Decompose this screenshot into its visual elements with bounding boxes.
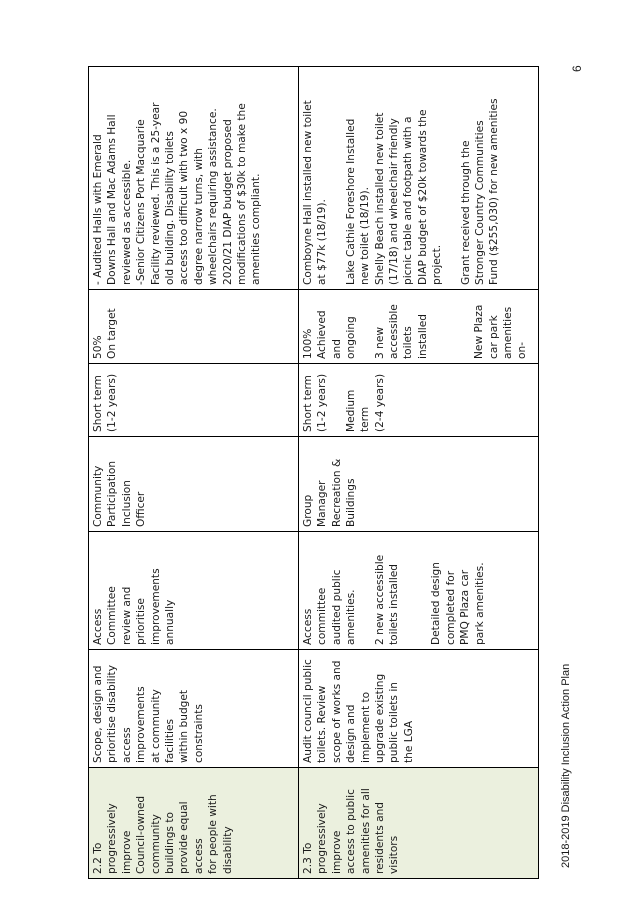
text-line: installed	[416, 314, 429, 359]
text-line: residents and	[374, 801, 387, 874]
text-line: toilets	[402, 326, 415, 359]
text-line: completed for	[444, 570, 457, 645]
text-line: new toilet (18/19).	[359, 187, 372, 285]
text-line: (1-2 years)	[316, 373, 329, 432]
document-footer-title: 2018-2019 Disability Inclusion Action Plan	[560, 663, 572, 868]
text-line: 2.3 To	[302, 842, 314, 874]
text-line: access	[120, 727, 133, 763]
text-line: prioritise	[135, 598, 148, 645]
text-line: Recreation &	[330, 458, 343, 527]
action-plan-table	[88, 66, 539, 879]
table-row	[299, 67, 539, 879]
text-line: access	[192, 838, 205, 874]
text-line: audited public	[330, 569, 343, 645]
text-line: park amenities.	[473, 562, 486, 645]
text-line: wheelchairs requiring assistance.	[207, 108, 220, 285]
text-line: progressively	[316, 803, 329, 874]
text-line: Participation	[106, 460, 119, 527]
text-line: access too difficult with two x 90	[178, 110, 191, 285]
text-line: Shelly Beach installed new toilet	[373, 112, 386, 285]
measure-part	[301, 536, 359, 645]
text-line: Scope, design and	[92, 665, 104, 763]
text-line: (17/18) and wheelchair friendly	[388, 118, 401, 285]
text-line: constraints	[192, 704, 205, 763]
text-line: toilets installed	[388, 563, 401, 645]
text-line: at $77k (18/19).	[316, 199, 329, 285]
text-line: improvements	[149, 568, 162, 645]
text-line: 50%	[92, 335, 104, 359]
text-line: Committee	[106, 586, 119, 645]
text-line: implement to	[359, 691, 372, 763]
text-line: 100%	[302, 328, 314, 359]
text-line: Inclusion	[120, 480, 133, 527]
measure-part	[373, 536, 402, 645]
text-line: Access	[302, 608, 314, 645]
text-line: progressively	[106, 803, 119, 874]
timeframe-part	[301, 368, 330, 432]
text-line: Manager	[316, 480, 329, 527]
measure-part	[429, 536, 487, 645]
comments-cell	[299, 67, 539, 290]
text-line: for people with	[207, 794, 220, 874]
text-line: Audit council public	[302, 659, 314, 763]
text-line: prioritise disability	[106, 665, 119, 763]
text-line: degree narrow turns, with	[192, 148, 205, 285]
text-line: Buildings	[345, 478, 358, 527]
text-line: improve	[120, 830, 133, 874]
text-line: amenities on-	[502, 306, 529, 359]
text-line: Fund ($255,030) for new amenities	[488, 98, 501, 285]
text-line: On target	[106, 308, 119, 359]
goal-cell	[299, 768, 539, 879]
text-line: accessible	[388, 304, 401, 359]
measure-cell	[299, 532, 539, 650]
text-line: access to public	[345, 789, 358, 874]
text-line: term	[359, 406, 372, 432]
text-line: Medium	[344, 389, 357, 432]
text-line: toilets. Review	[316, 685, 329, 763]
text-line: car park	[487, 315, 500, 359]
text-line: Council-owned	[135, 795, 148, 874]
text-line: old building. Disability toilets	[164, 131, 177, 285]
text-line: 2 new accessible	[373, 554, 386, 645]
text-line: visitors	[388, 835, 401, 874]
text-line: DIAP budget of $20k towards the	[416, 109, 429, 285]
text-line: amenities.	[345, 589, 358, 645]
responsibility-cell	[299, 437, 539, 532]
text-line: modifications of $30k to make the	[236, 103, 249, 285]
text-line: Officer	[135, 491, 148, 527]
text-line: (2-4 years)	[373, 373, 386, 432]
status-cell	[299, 290, 539, 364]
text-line: public toilets in	[388, 682, 401, 763]
text-line: committee	[316, 587, 329, 645]
text-line: the LGA	[402, 720, 415, 763]
comments-part	[301, 71, 330, 285]
text-line: facilities	[164, 718, 177, 763]
text-line: amenities compliant.	[250, 173, 263, 285]
text-line: Comboyne Hall installed new toilet	[302, 100, 314, 285]
status-part	[472, 294, 530, 359]
text-line: annually	[164, 599, 177, 645]
text-line: improve	[330, 830, 343, 874]
text-line: community	[149, 814, 162, 874]
text-line: Community	[92, 465, 104, 527]
text-line: and ongoing	[330, 316, 358, 359]
text-line: PMQ Plaza car	[459, 569, 472, 645]
page-number: 6	[570, 65, 584, 72]
text-line: 2.2 To	[92, 842, 104, 874]
goal-cell	[89, 768, 299, 879]
table-row	[89, 67, 299, 879]
action-cell	[299, 650, 539, 768]
text-line: review and	[120, 586, 133, 645]
text-line: Group	[302, 494, 314, 527]
text-line: New Plaza	[473, 304, 486, 359]
comments-part	[344, 71, 445, 285]
text-line: design and	[345, 704, 358, 763]
text-line: Short term	[302, 375, 314, 432]
text-line: Downs Hall and Mac Adams Hall	[106, 114, 119, 285]
text-line: 3 new	[373, 326, 386, 359]
text-line: improvements	[135, 686, 148, 763]
text-line: scope of works and	[330, 660, 343, 763]
comments-cell	[89, 67, 299, 290]
text-line: upgrade existing	[374, 673, 387, 763]
text-line: picnic table and footpath with a	[402, 116, 415, 285]
text-line: Lake Cathie Foreshore Installed	[344, 118, 357, 285]
status-part	[373, 294, 431, 359]
timeframe-cell	[299, 364, 539, 437]
text-line: 2020/21 DIAP budget proposed	[221, 119, 234, 285]
text-line: - Audited Halls with Emerald	[92, 134, 104, 285]
text-line: Access	[92, 608, 104, 645]
status-part	[301, 294, 359, 359]
text-line: provide equal	[178, 801, 191, 874]
timeframe-part	[344, 368, 387, 432]
text-line: within budget	[178, 689, 191, 763]
status-cell	[89, 290, 299, 364]
text-line: buildings to	[164, 812, 177, 874]
text-line: reviewed as accessible.	[120, 159, 133, 285]
plan-table-wrapper	[88, 67, 538, 879]
text-line: at community	[149, 689, 162, 763]
text-line: Grant received through the	[459, 140, 472, 285]
text-line: Stronger Country Communities	[474, 120, 487, 285]
text-line: (1-2 years)	[106, 373, 119, 432]
text-line: project.	[431, 244, 444, 285]
text-line: Detailed design	[430, 562, 443, 645]
text-line: amenities for all	[359, 788, 372, 874]
text-line: -Senior Citizens Port Macquarie	[135, 119, 148, 285]
action-cell	[89, 650, 299, 768]
measure-cell	[89, 532, 299, 650]
text-line: Facility reviewed. This is a 25-year	[149, 102, 162, 285]
text-line: Achieved	[316, 310, 329, 359]
text-line: Short term	[92, 375, 104, 432]
comments-part	[459, 71, 502, 285]
text-line: disability	[221, 826, 234, 874]
timeframe-cell	[89, 364, 299, 437]
responsibility-cell	[89, 437, 299, 532]
